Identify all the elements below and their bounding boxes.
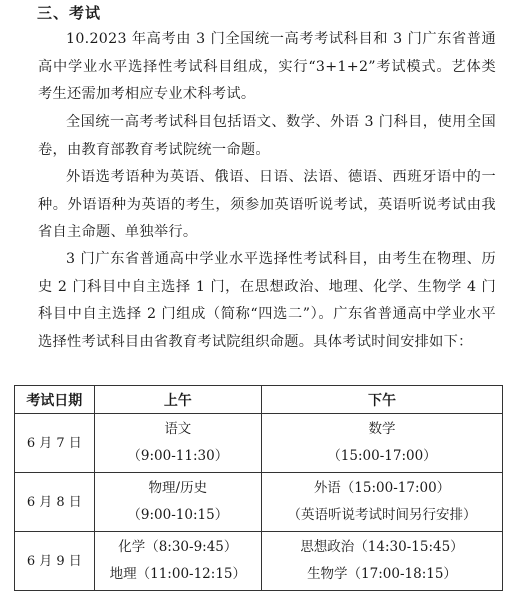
header-afternoon: 下午 [262, 386, 503, 414]
morning-subject: 物理/历史 [148, 480, 208, 496]
morning-subject: 语文 [164, 421, 192, 437]
afternoon-cell [262, 414, 503, 473]
morning-time: （9:00-11:30） [127, 448, 229, 464]
paragraph-national-subjects: 全国统一高考考试科目包括语文、数学、外语 3 门科目，使用全国卷，由教育部教育考试院统一命题。 [38, 114, 496, 158]
morning-subject-2: 地理（11:00-12:15） [109, 566, 246, 582]
table-header-row [15, 386, 503, 414]
paragraph-foreign-language: 外语选考语种为英语、俄语、日语、法语、德语、西班牙语中的一种。外语语种为英语的考生，须参加英语听说考试，英语听说考试由我省自主命题、单独举行。 [38, 169, 496, 241]
morning-cell [94, 414, 261, 473]
paragraph-exam-structure: 10.2023 年高考由 3 门全国统一高考考试科目和 3 门广东省普通高中学业水平选择性考试科目组成，实行“3+1+2”考试模式。艺体类考生还需加考相应专业术科考试。 [38, 31, 496, 103]
afternoon-time: （15:00-17:00） [327, 448, 437, 464]
morning-cell [94, 532, 261, 591]
afternoon-subject-2: 生物学（17:00-18:15） [307, 566, 457, 582]
morning-time: （9:00-10:15） [127, 507, 229, 523]
date-cell: 6 月 7 日 [15, 414, 95, 473]
table-row [15, 473, 503, 532]
afternoon-cell [262, 473, 503, 532]
afternoon-subject: 数学 [368, 421, 396, 437]
morning-subject-1: 化学（8:30-9:45） [118, 539, 238, 555]
table-row [15, 414, 503, 473]
date-cell: 6 月 9 日 [15, 532, 95, 591]
afternoon-cell [262, 532, 503, 591]
date-cell: 6 月 8 日 [15, 473, 95, 532]
afternoon-note: （英语听说考试时间另行安排） [287, 507, 477, 523]
paragraph-elective-subjects: 3 门广东省普通高中学业水平选择性考试科目，由考生在物理、历史 2 门科目中自主选择 1 门，在思想政治、地理、化学、生物学 4 门科目中自主选择 2 门组成（简称“四选二”）。广东省普通高中学业水平选择性考试科目由省教育考试院组织命题。具体考试时间安排如下： [38, 251, 496, 350]
exam-schedule-table [14, 385, 503, 591]
header-date: 考试日期 [15, 386, 95, 414]
section-heading: 三、考试 [37, 4, 102, 22]
afternoon-subject: 外语（15:00-17:00） [313, 480, 451, 496]
afternoon-subject-1: 思想政治（14:30-15:45） [300, 539, 464, 555]
header-morning: 上午 [94, 386, 261, 414]
table-row [15, 532, 503, 591]
morning-cell [94, 473, 261, 532]
